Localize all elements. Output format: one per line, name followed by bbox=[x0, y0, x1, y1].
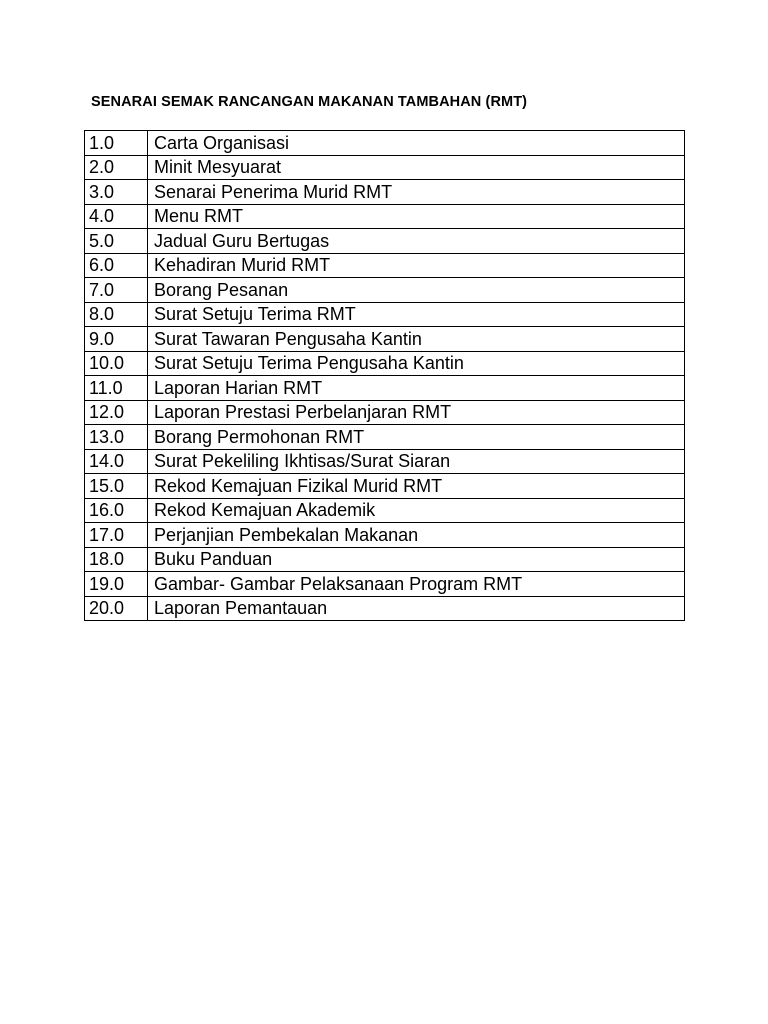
row-item: Laporan Pemantauan bbox=[148, 596, 685, 621]
table-row bbox=[85, 376, 685, 401]
document-title: SENARAI SEMAK RANCANGAN MAKANAN TAMBAHAN (RMT) bbox=[91, 94, 528, 110]
row-item: Gambar- Gambar Pelaksanaan Program RMT bbox=[148, 572, 685, 597]
row-number: 7.0 bbox=[85, 278, 148, 303]
row-number: 6.0 bbox=[85, 253, 148, 278]
row-number: 13.0 bbox=[85, 425, 148, 450]
row-item: Laporan Prestasi Perbelanjaran RMT bbox=[148, 400, 685, 425]
table-row bbox=[85, 596, 685, 621]
table-row bbox=[85, 327, 685, 352]
row-item: Rekod Kemajuan Akademik bbox=[148, 498, 685, 523]
table-row bbox=[85, 229, 685, 254]
row-number: 16.0 bbox=[85, 498, 148, 523]
row-number: 17.0 bbox=[85, 523, 148, 548]
row-item: Surat Setuju Terima RMT bbox=[148, 302, 685, 327]
row-item: Jadual Guru Bertugas bbox=[148, 229, 685, 254]
row-item: Borang Pesanan bbox=[148, 278, 685, 303]
table-row bbox=[85, 425, 685, 450]
row-item: Laporan Harian RMT bbox=[148, 376, 685, 401]
checklist-table bbox=[84, 130, 685, 621]
row-item: Rekod Kemajuan Fizikal Murid RMT bbox=[148, 474, 685, 499]
row-item: Kehadiran Murid RMT bbox=[148, 253, 685, 278]
row-item: Surat Setuju Terima Pengusaha Kantin bbox=[148, 351, 685, 376]
row-number: 19.0 bbox=[85, 572, 148, 597]
row-item: Carta Organisasi bbox=[148, 131, 685, 156]
table-row bbox=[85, 180, 685, 205]
row-number: 18.0 bbox=[85, 547, 148, 572]
table-row bbox=[85, 474, 685, 499]
row-number: 8.0 bbox=[85, 302, 148, 327]
row-item: Perjanjian Pembekalan Makanan bbox=[148, 523, 685, 548]
row-item: Borang Permohonan RMT bbox=[148, 425, 685, 450]
table-row bbox=[85, 253, 685, 278]
row-item: Buku Panduan bbox=[148, 547, 685, 572]
row-number: 9.0 bbox=[85, 327, 148, 352]
row-number: 14.0 bbox=[85, 449, 148, 474]
checklist-body bbox=[85, 131, 685, 621]
row-number: 3.0 bbox=[85, 180, 148, 205]
row-number: 2.0 bbox=[85, 155, 148, 180]
table-row bbox=[85, 547, 685, 572]
row-number: 10.0 bbox=[85, 351, 148, 376]
row-item: Minit Mesyuarat bbox=[148, 155, 685, 180]
table-row bbox=[85, 400, 685, 425]
row-item: Surat Pekeliling Ikhtisas/Surat Siaran bbox=[148, 449, 685, 474]
table-row bbox=[85, 131, 685, 156]
table-row bbox=[85, 498, 685, 523]
table-row bbox=[85, 523, 685, 548]
table-row bbox=[85, 155, 685, 180]
row-number: 5.0 bbox=[85, 229, 148, 254]
row-number: 1.0 bbox=[85, 131, 148, 156]
table-row bbox=[85, 449, 685, 474]
table-row bbox=[85, 302, 685, 327]
table-row bbox=[85, 351, 685, 376]
table-row bbox=[85, 278, 685, 303]
row-number: 20.0 bbox=[85, 596, 148, 621]
table-row bbox=[85, 572, 685, 597]
row-number: 4.0 bbox=[85, 204, 148, 229]
row-number: 12.0 bbox=[85, 400, 148, 425]
table-row bbox=[85, 204, 685, 229]
row-number: 15.0 bbox=[85, 474, 148, 499]
row-item: Senarai Penerima Murid RMT bbox=[148, 180, 685, 205]
row-number: 11.0 bbox=[85, 376, 148, 401]
row-item: Menu RMT bbox=[148, 204, 685, 229]
row-item: Surat Tawaran Pengusaha Kantin bbox=[148, 327, 685, 352]
